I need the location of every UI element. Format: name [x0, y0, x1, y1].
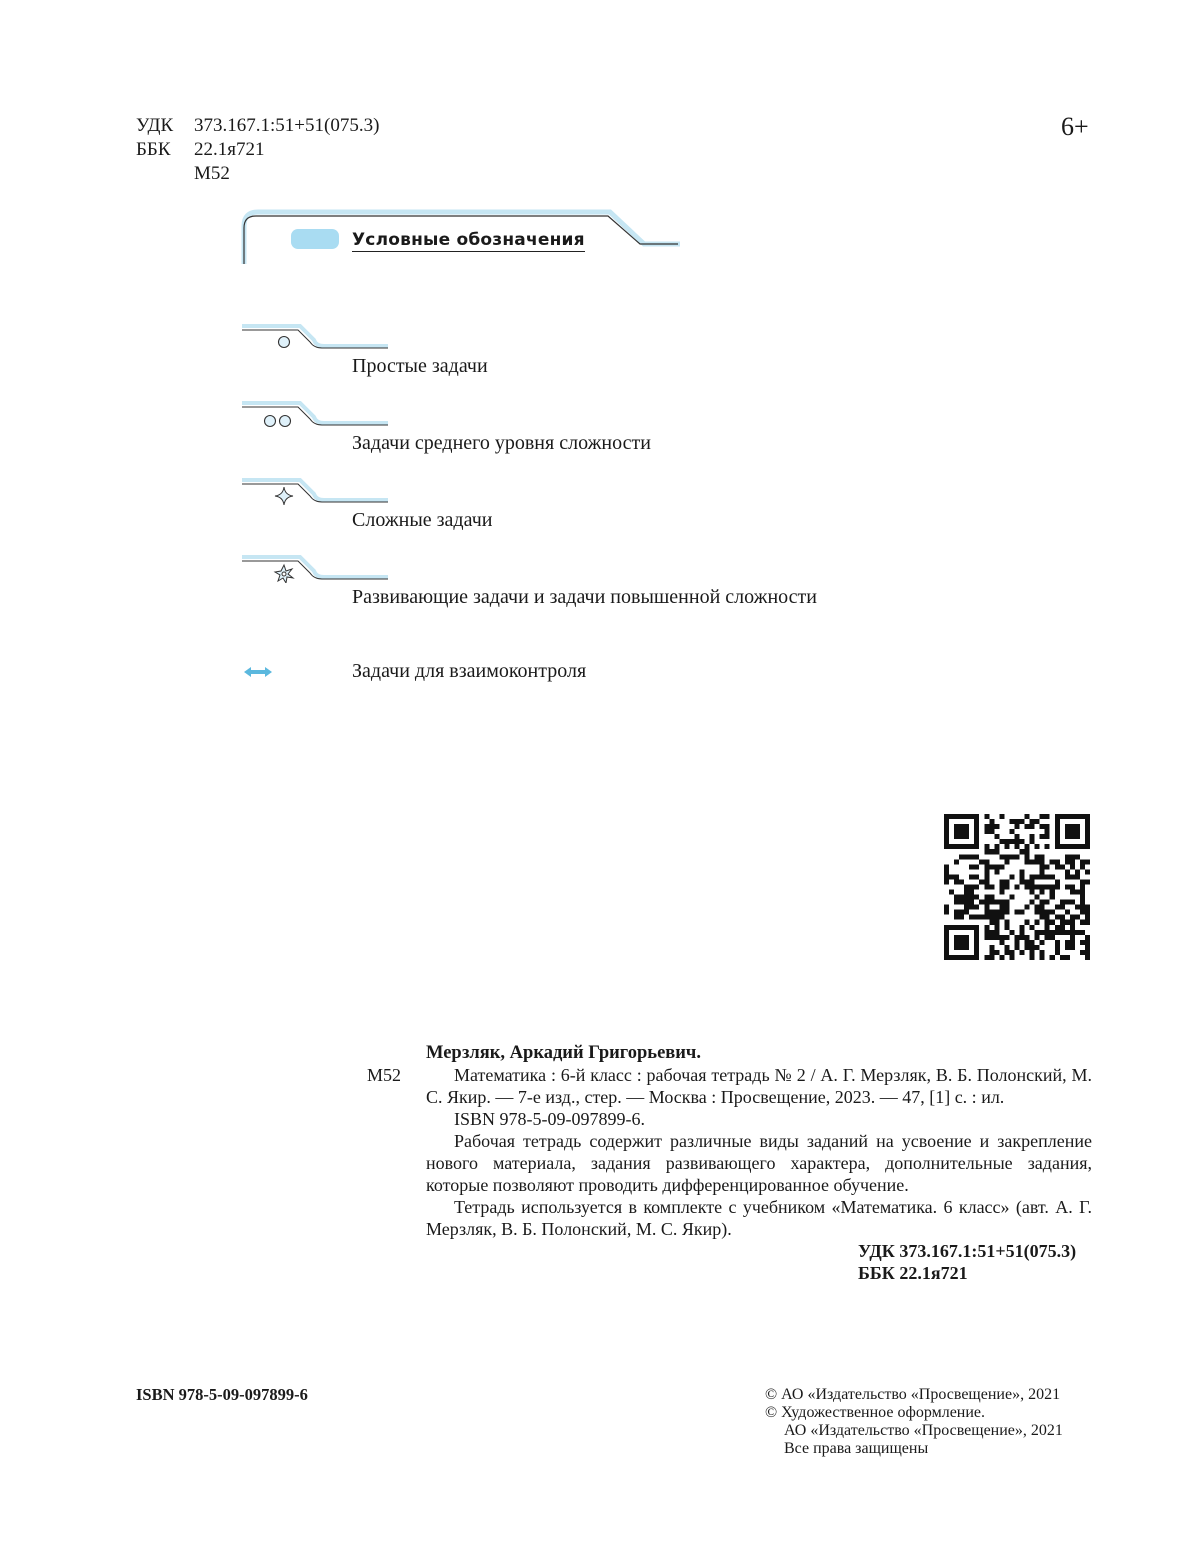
bib-bbk: ББК 22.1я721 [858, 1263, 968, 1283]
bib-author: Мерзляк, Аркадий Григорьевич. [426, 1043, 701, 1063]
bbk-line [136, 138, 379, 162]
classification-block [136, 114, 379, 186]
bib-mark: М52 [367, 1065, 402, 1085]
copyright-line: © Художественное оформление. [765, 1404, 986, 1421]
bbk-label: ББК [136, 139, 171, 160]
bib-isbn: ISBN 978-5-09-097899-6. [454, 1109, 645, 1129]
udk-line [136, 114, 379, 138]
qr-code-icon[interactable] [944, 814, 1090, 960]
circle-icon [279, 337, 290, 348]
legend-item-frame [242, 399, 392, 429]
legend-heading-marker [291, 229, 339, 249]
four-point-star-icon [275, 487, 293, 505]
rights-line: Все права защищены [784, 1440, 929, 1457]
bib-description: Рабочая тетрадь содержит различные виды заданий на усвоение и закрепление нового материала, задания развивающего характера, дополнительные задания, которые позволяют проводить дифференцированное обучение. [426, 1131, 1092, 1195]
bib-title: Математика : 6-й класс : рабочая тетрадь № 2 / А. Г. Мерзляк, В. Б. Полонский, М. С. Якир. — 7-е изд., стер. — Москва : Просвещение, 2023. — 47, [1] с. : ил. [426, 1065, 1092, 1107]
udk-value: 373.167.1:51+51(075.3) [194, 115, 380, 136]
legend-label-medium: Задачи среднего уровня сложности [352, 432, 651, 454]
bibliographic-record [426, 1042, 1092, 1284]
legend-item-frame [242, 553, 392, 583]
double-arrow-icon [242, 664, 278, 680]
spark-star-icon [275, 565, 293, 583]
bib-udk: УДК 373.167.1:51+51(075.3) [858, 1241, 1077, 1261]
legend-label-hard: Сложные задачи [352, 509, 493, 531]
legend-heading: Условные обозначения [352, 230, 585, 250]
legend-label-simple: Простые задачи [352, 355, 488, 377]
copyright-line: © АО «Издательство «Просвещение», 2021 [765, 1386, 1061, 1403]
bbk-value: 22.1я721 [194, 139, 265, 160]
legend-item-frame [242, 476, 392, 506]
udk-label: УДК [136, 115, 174, 136]
legend-label-advanced: Развивающие задачи и задачи повышенной сложности [352, 586, 817, 608]
double-circle-icon [265, 416, 276, 427]
copyright-line: АО «Издательство «Просвещение», 2021 [784, 1422, 1063, 1439]
footer-isbn: ISBN 978-5-09-097899-6 [136, 1385, 308, 1404]
age-rating: 6+ [1061, 112, 1089, 141]
author-mark: М52 [194, 163, 230, 184]
bib-usage-note: Тетрадь используется в комплекте с учебником «Математика. 6 класс» (авт. А. Г. Мерзляк, В. Б. Полонский, М. С. Якир). [426, 1197, 1092, 1239]
copyright-block [765, 1386, 1095, 1458]
legend-item-frame [242, 322, 392, 352]
legend-label-peer-check: Задачи для взаимоконтроля [352, 660, 587, 682]
